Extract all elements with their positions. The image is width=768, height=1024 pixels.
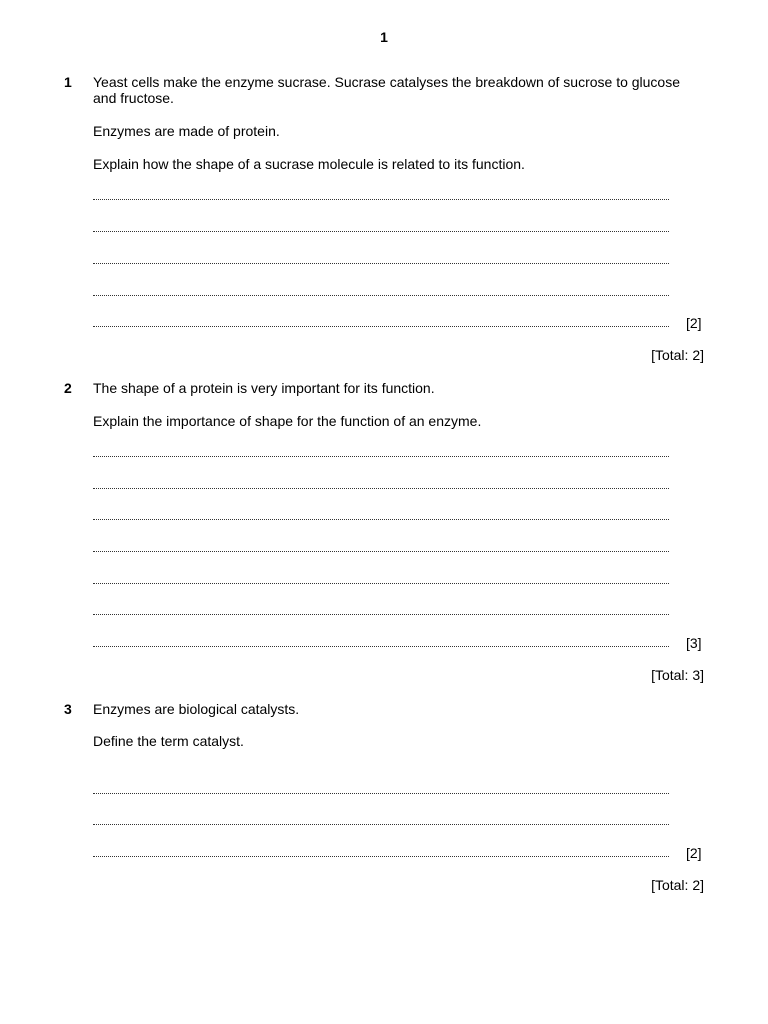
answer-line[interactable]: [93, 519, 669, 520]
answer-line[interactable]: [93, 793, 669, 794]
question-text: Enzymes are biological catalysts.: [93, 701, 300, 717]
question-text: Enzymes are made of protein.: [93, 123, 280, 139]
answer-line[interactable]: [93, 199, 669, 200]
question-number: 2: [64, 380, 72, 396]
total-label: [Total: 2]: [651, 877, 704, 893]
answer-line[interactable]: [93, 583, 669, 584]
marks-label: [2]: [686, 845, 702, 861]
answer-line[interactable]: [93, 295, 669, 296]
question-text: Explain the importance of shape for the function of an enzyme.: [93, 413, 482, 429]
answer-line[interactable]: [93, 614, 669, 615]
total-label: [Total: 3]: [651, 667, 704, 683]
answer-line[interactable]: [93, 551, 669, 552]
question-number: 3: [64, 701, 72, 717]
question-number: 1: [64, 74, 72, 90]
marks-label: [2]: [686, 315, 702, 331]
answer-line[interactable]: [93, 488, 669, 489]
question-text: Yeast cells make the enzyme sucrase. Sucrase catalyses the breakdown of sucrose to glucose and fructose.: [93, 74, 681, 106]
answer-line[interactable]: [93, 326, 669, 327]
answer-line[interactable]: [93, 263, 669, 264]
answer-line[interactable]: [93, 646, 669, 647]
question-text: Define the term catalyst.: [93, 733, 244, 749]
question-text: The shape of a protein is very important for its function.: [93, 380, 435, 396]
answer-line[interactable]: [93, 456, 669, 457]
answer-line[interactable]: [93, 856, 669, 857]
page-number: 1: [380, 29, 388, 45]
total-label: [Total: 2]: [651, 347, 704, 363]
answer-line[interactable]: [93, 824, 669, 825]
marks-label: [3]: [686, 635, 702, 651]
question-text: Explain how the shape of a sucrase molecule is related to its function.: [93, 156, 525, 172]
answer-line[interactable]: [93, 231, 669, 232]
